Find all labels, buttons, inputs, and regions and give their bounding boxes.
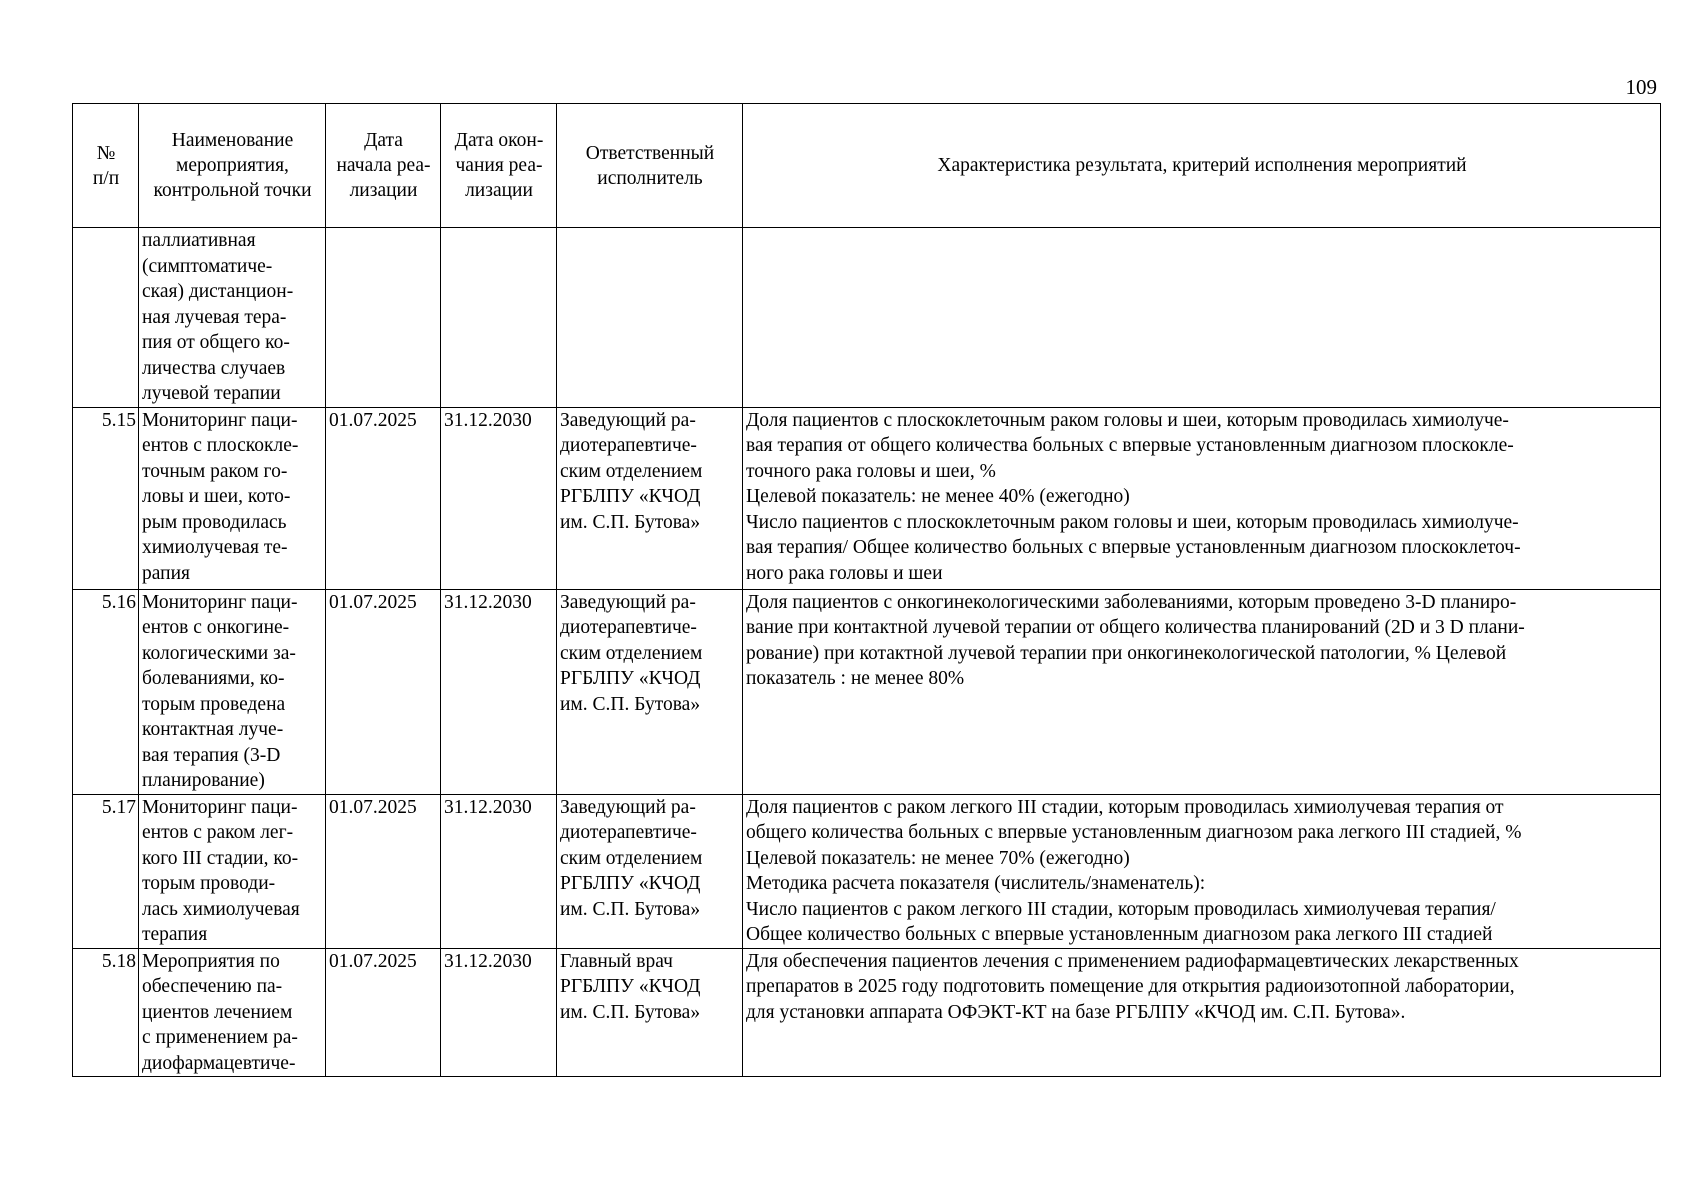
row-end-date: 31.12.2030 — [441, 589, 557, 794]
row-num: 5.17 — [73, 794, 139, 948]
row-start-date: 01.07.2025 — [326, 589, 441, 794]
header-responsible: Ответственный исполнитель — [557, 104, 743, 228]
row-start-date: 01.07.2025 — [326, 407, 441, 589]
row-responsible — [557, 228, 743, 408]
row-result: Для обеспечения пациентов лечения с применением радиофармацевтических лекарственных препаратов в 2025 году подготовить помещение для открытия радиоизотопной лаборатории, для установки аппарата ОФЭКТ-КТ на базе РГБЛПУ «КЧОД им. С.П. Бутова». — [743, 948, 1661, 1077]
row-result: Доля пациентов с плоскоклеточным раком головы и шеи, которым проводилась химиолуче- вая терапия от общего количества больных с впервые установленным диагнозом плоскокле- точного рака головы и шеи, % Целевой показатель: не менее 40% (ежегодно) Число пациентов с плоскоклеточным раком головы и шеи, которым проводилась химиолуче- вая терапия/ Общее количество больных с впервые установленным диагнозом плоскоклеточ- ного рака головы и шеи — [743, 407, 1661, 589]
row-num: 5.18 — [73, 948, 139, 1077]
row-end-date — [441, 228, 557, 408]
row-name: Мониторинг паци- ентов с онкогине- кологическими за- болеваниями, ко- торым проведена контактная луче- вая терапия (3-D планирование) — [139, 589, 326, 794]
row-end-date: 31.12.2030 — [441, 407, 557, 589]
row-result — [743, 228, 1661, 408]
page-number: 109 — [1625, 75, 1657, 99]
table-row — [73, 589, 1661, 794]
row-end-date: 31.12.2030 — [441, 794, 557, 948]
row-num — [73, 228, 139, 408]
row-name: Мониторинг паци- ентов с плоскокле- точным раком го- ловы и шеи, кото- рым проводилась химиолучевая те- рапия — [139, 407, 326, 589]
measures-table — [72, 103, 1661, 1077]
header-start-date: Дата начала реа- лизации — [326, 104, 441, 228]
row-start-date: 01.07.2025 — [326, 794, 441, 948]
row-responsible: Главный врач РГБЛПУ «КЧОД им. С.П. Бутова» — [557, 948, 743, 1077]
row-responsible: Заведующий ра- диотерапевтиче- ским отделением РГБЛПУ «КЧОД им. С.П. Бутова» — [557, 407, 743, 589]
row-responsible: Заведующий ра- диотерапевтиче- ским отделением РГБЛПУ «КЧОД им. С.П. Бутова» — [557, 589, 743, 794]
row-name: паллиативная (симптоматиче- ская) дистанцион- ная лучевая тера- пия от общего ко- личества случаев лучевой терапии — [139, 228, 326, 408]
row-num: 5.15 — [73, 407, 139, 589]
row-responsible: Заведующий ра- диотерапевтиче- ским отделением РГБЛПУ «КЧОД им. С.П. Бутова» — [557, 794, 743, 948]
row-name: Мероприятия по обеспечению па- циентов лечением с применением ра- диофармацевтиче- — [139, 948, 326, 1077]
row-num: 5.16 — [73, 589, 139, 794]
table-row — [73, 407, 1661, 589]
table-row — [73, 794, 1661, 948]
row-result: Доля пациентов с онкогинекологическими заболеваниями, которым проведено 3-D планиро- вание при контактной лучевой терапии от общего количества планирований (2D и 3 D плани- рование) при котактной лучевой терапии при онкогинекологической патологии, % Целевой показатель : не менее 80% — [743, 589, 1661, 794]
header-result: Характеристика результата, критерий исполнения мероприятий — [743, 104, 1661, 228]
row-end-date: 31.12.2030 — [441, 948, 557, 1077]
row-start-date — [326, 228, 441, 408]
header-name: Наименование мероприятия, контрольной точки — [139, 104, 326, 228]
table-row — [73, 228, 1661, 408]
table-header-row — [73, 104, 1661, 228]
row-start-date: 01.07.2025 — [326, 948, 441, 1077]
header-num: № п/п — [73, 104, 139, 228]
row-result: Доля пациентов с раком легкого III стадии, которым проводилась химиолучевая терапия от общего количества больных с впервые установленным диагнозом рака легкого III стадией, % Целевой показатель: не менее 70% (ежегодно) Методика расчета показателя (числитель/знаменатель): Число пациентов с раком легкого III стадии, которым проводилась химиолучевая терапия/ Общее количество больных с впервые установленным диагнозом рака легкого III стадией — [743, 794, 1661, 948]
header-end-date: Дата окон- чания реа- лизации — [441, 104, 557, 228]
table-row — [73, 948, 1661, 1077]
row-name: Мониторинг паци- ентов с раком лег- кого III стадии, ко- торым проводи- лась химиолучевая терапия — [139, 794, 326, 948]
